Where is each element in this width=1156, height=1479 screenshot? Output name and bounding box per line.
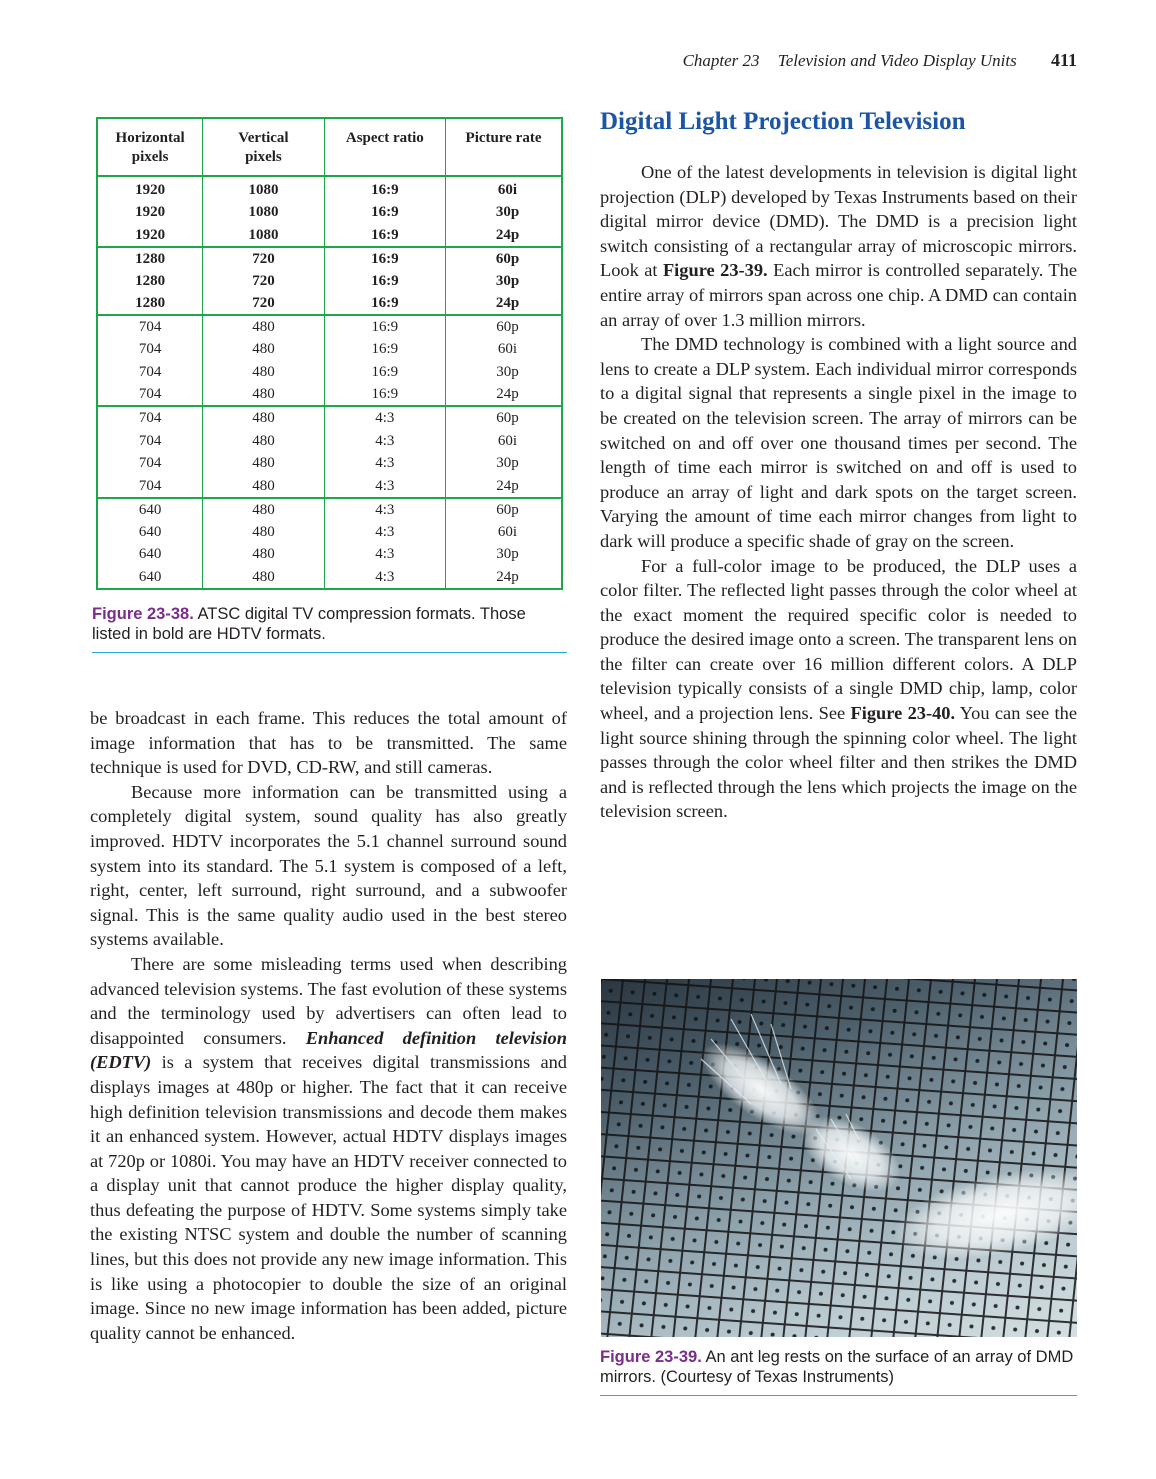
figure-reference: Figure 23-40. bbox=[850, 703, 956, 724]
cell-picture-rate: 60i bbox=[446, 521, 562, 544]
caption-text: An ant leg rests on the surface of an array of DMD mirrors. (Courtesy of Texas Instruments) bbox=[600, 1348, 1074, 1386]
header-vertical-pixels: Vertical pixels bbox=[203, 118, 324, 176]
cell-picture-rate: 24p bbox=[446, 566, 562, 589]
cell-aspect-ratio: 4:3 bbox=[324, 429, 445, 452]
cell-horizontal-pixels: 1920 bbox=[97, 224, 203, 247]
dmd-mirror-array-photo bbox=[601, 979, 1077, 1337]
cell-picture-rate: 30p bbox=[446, 452, 562, 475]
cell-vertical-pixels: 480 bbox=[203, 475, 324, 498]
header-horizontal-pixels: Horizontal pixels bbox=[97, 118, 203, 176]
cell-aspect-ratio: 4:3 bbox=[324, 566, 445, 589]
cell-picture-rate: 60p bbox=[446, 498, 562, 521]
cell-horizontal-pixels: 704 bbox=[97, 429, 203, 452]
paragraph: There are some misleading terms used when describing advanced television systems. The fast evolution of these systems and the terminology used by advertisers can often lead to disappointed consumers. Enhanced definition television (EDTV) is a system that receives digital transmissions and displays images at 480p or higher. The fact that it can receive high definition television transmissions and decode them makes it an enhanced system. However, actual HDTV displays images at 720p or 1080i. You may have an HDTV receiver connected to a display unit that cannot produce the higher display quality, thus defeating the purpose of HDTV. Some systems simply take the existing NTSC system and double the number of scanning lines, but this does not provide any new image information. This is like using a photocopier to double the size of an original image. Since no new image information has been added, picture quality cannot be enhanced. bbox=[90, 953, 567, 1343]
cell-picture-rate: 24p bbox=[446, 224, 562, 247]
figure-reference: Figure 23-39. bbox=[662, 260, 768, 281]
header-aspect-ratio: Aspect ratio bbox=[324, 118, 445, 176]
table-row bbox=[97, 361, 562, 384]
cell-aspect-ratio: 16:9 bbox=[324, 270, 445, 293]
cell-picture-rate: 60i bbox=[446, 176, 562, 201]
chapter-number: Chapter 23 bbox=[682, 51, 760, 70]
cell-aspect-ratio: 4:3 bbox=[324, 452, 445, 475]
cell-horizontal-pixels: 640 bbox=[97, 566, 203, 589]
cell-vertical-pixels: 1080 bbox=[203, 201, 324, 224]
dmd-mirror-grid-illustration bbox=[601, 979, 1077, 1337]
cell-vertical-pixels: 480 bbox=[203, 452, 324, 475]
table-header-row bbox=[97, 118, 562, 176]
figure-23-39-caption bbox=[600, 1347, 1077, 1396]
cell-aspect-ratio: 16:9 bbox=[324, 247, 445, 270]
table-row bbox=[97, 201, 562, 224]
cell-picture-rate: 30p bbox=[446, 361, 562, 384]
table-row bbox=[97, 247, 562, 270]
table-row bbox=[97, 224, 562, 247]
cell-aspect-ratio: 16:9 bbox=[324, 292, 445, 315]
cell-picture-rate: 24p bbox=[446, 292, 562, 315]
cell-picture-rate: 60p bbox=[446, 247, 562, 270]
chapter-title: Television and Video Display Units bbox=[777, 51, 1017, 70]
left-column bbox=[90, 706, 567, 1345]
table-row bbox=[97, 383, 562, 406]
cell-picture-rate: 30p bbox=[446, 201, 562, 224]
cell-aspect-ratio: 4:3 bbox=[324, 498, 445, 521]
cell-horizontal-pixels: 1920 bbox=[97, 176, 203, 201]
cell-aspect-ratio: 4:3 bbox=[324, 543, 445, 566]
cell-aspect-ratio: 16:9 bbox=[324, 361, 445, 384]
page-number: 411 bbox=[1050, 50, 1077, 70]
cell-aspect-ratio: 4:3 bbox=[324, 406, 445, 429]
cell-vertical-pixels: 720 bbox=[203, 270, 324, 293]
cell-horizontal-pixels: 1280 bbox=[97, 270, 203, 293]
table-row bbox=[97, 498, 562, 521]
figure-label: Figure 23-38. bbox=[92, 605, 194, 623]
header-picture-rate: Picture rate bbox=[446, 118, 562, 176]
table-row bbox=[97, 543, 562, 566]
table-row bbox=[97, 521, 562, 544]
cell-horizontal-pixels: 1920 bbox=[97, 201, 203, 224]
table-row bbox=[97, 292, 562, 315]
table-row bbox=[97, 406, 562, 429]
cell-vertical-pixels: 480 bbox=[203, 543, 324, 566]
cell-aspect-ratio: 16:9 bbox=[324, 176, 445, 201]
cell-aspect-ratio: 4:3 bbox=[324, 475, 445, 498]
paragraph: For a full-color image to be produced, the DLP uses a color filter. The reflected light passes through the color wheel at the exact moment the required specific color is needed to produce the desired image onto a screen. The transparent lens on the filter can create over 16 million different colors. A DLP television typically consists of a single DMD chip, lamp, color wheel, and a projection lens. See Figure 23-40. You can see the light source shining through the spinning color wheel. The light passes through the color wheel filter and then strikes the DMD and is reflected through the lens which projects the image on the television screen. bbox=[600, 555, 1077, 822]
cell-horizontal-pixels: 1280 bbox=[97, 292, 203, 315]
cell-horizontal-pixels: 1280 bbox=[97, 247, 203, 270]
paragraph: The DMD technology is combined with a light source and lens to create a DLP system. Each individual mirror corresponds to a digital signal that represents a single pixel in the image to be created on the television screen. The array of mirrors can be switched on and off over one thousand times per second. The length of time each mirror is switched on and off is used to produce an array of light and dark spots on the target screen. Varying the amount of time each mirror changes from light to dark will produce a specific shade of gray on the screen. bbox=[600, 334, 1077, 551]
table-row bbox=[97, 176, 562, 201]
atsc-formats-table bbox=[96, 117, 563, 590]
cell-vertical-pixels: 720 bbox=[203, 292, 324, 315]
cell-aspect-ratio: 16:9 bbox=[324, 338, 445, 361]
cell-picture-rate: 30p bbox=[446, 270, 562, 293]
cell-horizontal-pixels: 640 bbox=[97, 521, 203, 544]
cell-vertical-pixels: 480 bbox=[203, 521, 324, 544]
cell-vertical-pixels: 480 bbox=[203, 498, 324, 521]
cell-vertical-pixels: 480 bbox=[203, 338, 324, 361]
table-body bbox=[97, 176, 562, 589]
figure-23-38-caption bbox=[92, 604, 567, 653]
cell-vertical-pixels: 720 bbox=[203, 247, 324, 270]
cell-aspect-ratio: 16:9 bbox=[324, 315, 445, 338]
table-row bbox=[97, 566, 562, 589]
cell-picture-rate: 30p bbox=[446, 543, 562, 566]
cell-picture-rate: 24p bbox=[446, 383, 562, 406]
cell-horizontal-pixels: 640 bbox=[97, 543, 203, 566]
cell-picture-rate: 60p bbox=[446, 406, 562, 429]
cell-horizontal-pixels: 704 bbox=[97, 383, 203, 406]
figure-label: Figure 23-39. bbox=[600, 1348, 702, 1366]
cell-horizontal-pixels: 704 bbox=[97, 452, 203, 475]
cell-vertical-pixels: 1080 bbox=[203, 176, 324, 201]
cell-aspect-ratio: 16:9 bbox=[324, 383, 445, 406]
right-column bbox=[600, 160, 1077, 824]
cell-vertical-pixels: 480 bbox=[203, 361, 324, 384]
paragraph: One of the latest developments in television is digital light projection (DLP) developed by Texas Instruments based on their digital mirror device (DMD). The DMD is a precision light switch consisting of a rectangular array of microscopic mirrors. Look at Figure 23-39. Each mirror is controlled separately. The entire array of mirrors span across one chip. A DMD can contain an array of over 1.3 million mirrors. bbox=[600, 162, 1077, 330]
cell-picture-rate: 60i bbox=[446, 429, 562, 452]
cell-picture-rate: 60p bbox=[446, 315, 562, 338]
cell-aspect-ratio: 16:9 bbox=[324, 224, 445, 247]
running-head bbox=[600, 50, 1077, 71]
cell-aspect-ratio: 4:3 bbox=[324, 521, 445, 544]
cell-vertical-pixels: 1080 bbox=[203, 224, 324, 247]
cell-vertical-pixels: 480 bbox=[203, 383, 324, 406]
table-row bbox=[97, 429, 562, 452]
paragraph: be broadcast in each frame. This reduces the total amount of image information that has to be transmitted. The same technique is used for DVD, CD-RW, and still cameras. bbox=[90, 708, 567, 778]
cell-vertical-pixels: 480 bbox=[203, 566, 324, 589]
cell-horizontal-pixels: 704 bbox=[97, 315, 203, 338]
paragraph: Because more information can be transmitted using a completely digital system, sound quality has also greatly improved. HDTV incorporates the 5.1 channel surround sound system into its standard. The 5.1 system is composed of a left, right, center, left surround, right surround, and a subwoofer signal. This is the same quality audio used in the best stereo systems available. bbox=[90, 781, 567, 950]
table-row bbox=[97, 452, 562, 475]
caption-text: ATSC digital TV compression formats. Those listed in bold are HDTV formats. bbox=[92, 605, 526, 643]
cell-aspect-ratio: 16:9 bbox=[324, 201, 445, 224]
table-row bbox=[97, 270, 562, 293]
cell-horizontal-pixels: 704 bbox=[97, 361, 203, 384]
table-row bbox=[97, 315, 562, 338]
cell-horizontal-pixels: 704 bbox=[97, 475, 203, 498]
table-row bbox=[97, 338, 562, 361]
cell-horizontal-pixels: 704 bbox=[97, 406, 203, 429]
key-term-edtv: Enhanced definition television (EDTV) bbox=[90, 1027, 567, 1073]
cell-picture-rate: 60i bbox=[446, 338, 562, 361]
section-heading: Digital Light Projection Television bbox=[600, 108, 966, 135]
cell-picture-rate: 24p bbox=[446, 475, 562, 498]
cell-vertical-pixels: 480 bbox=[203, 315, 324, 338]
cell-horizontal-pixels: 704 bbox=[97, 338, 203, 361]
table-row bbox=[97, 475, 562, 498]
cell-vertical-pixels: 480 bbox=[203, 406, 324, 429]
cell-horizontal-pixels: 640 bbox=[97, 498, 203, 521]
cell-vertical-pixels: 480 bbox=[203, 429, 324, 452]
